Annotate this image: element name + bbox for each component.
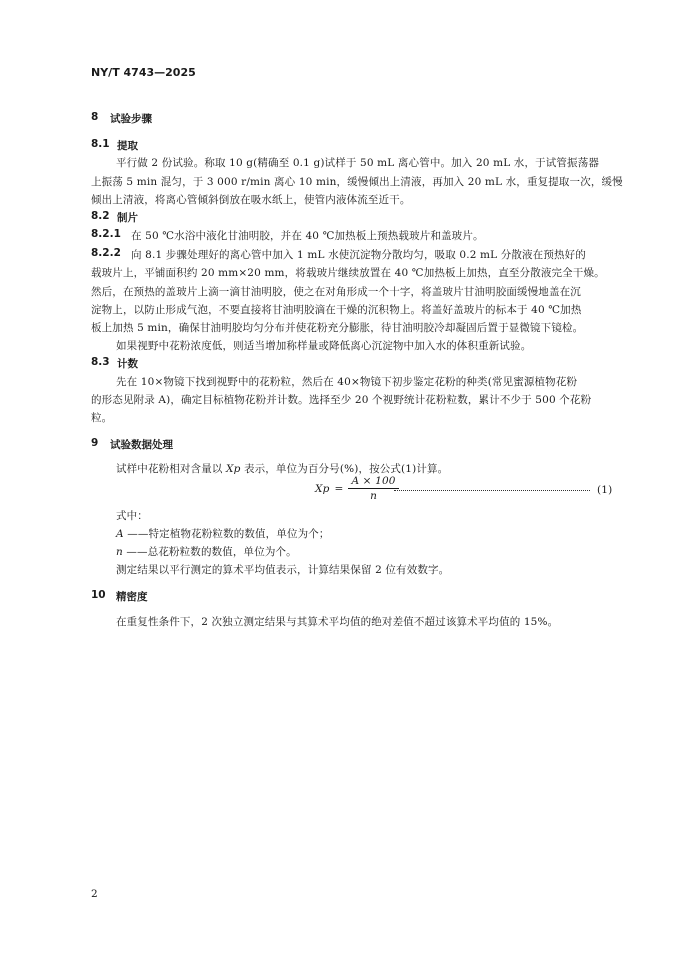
- text-line: 粒。: [91, 412, 113, 424]
- where-label: 式中：: [116, 510, 148, 522]
- text-line: 上振荡 5 min 混匀，于 3 000 r/min 离心 10 min，缓慢倾出上清液，再加入 20 mL 水，重复提取一次，缓慢: [91, 176, 623, 188]
- subsection-number: 8.2: [91, 210, 110, 222]
- formula-leader-dots: [394, 490, 590, 491]
- text-line: 淀物上，以防止形成气泡，不要直接将甘油明胶滴在干燥的沉积物上。将盖好盖玻片的标本于 40 ℃加热: [91, 304, 582, 316]
- section-title: 精密度: [116, 591, 148, 603]
- formula-denominator: n: [370, 490, 377, 502]
- text-line: 在 50 ℃水浴中液化甘油明胶，并在 40 ℃加热板上预热载玻片和盖玻片。: [131, 230, 484, 242]
- formula-fraction: [348, 475, 398, 502]
- text-line: 先在 10×物镜下找到视野中的花粉粒，然后在 40×物镜下初步鉴定花粉的种类(常见蜜源植物花粉: [116, 376, 578, 388]
- clause-number: 8.2.1: [91, 228, 121, 240]
- clause-number: 8.2.2: [91, 247, 121, 259]
- formula-numerator: A × 100: [348, 475, 398, 489]
- variable-definition-n: [116, 544, 297, 559]
- text-line: 板上加热 5 min，确保甘油明胶均匀分布并使花粉充分膨胀，待甘油明胶冷却凝固后置于显微镜下镜检。: [91, 322, 584, 334]
- formula-1: [315, 475, 399, 502]
- subsection-number: 8.3: [91, 356, 110, 368]
- formula-equals: =: [334, 482, 344, 495]
- formula-number: (1): [597, 484, 613, 496]
- text-line: 载玻片上，平铺面积约 20 mm×20 mm，将载玻片继续放置在 40 ℃加热板上加热，直至分散液完全干燥。: [91, 267, 605, 279]
- subsection-title: 提取: [117, 140, 138, 152]
- variable-description: ——特定植物花粉粒数的数值，单位为个；: [123, 528, 330, 540]
- page-number: 2: [91, 888, 98, 900]
- variable-xp: Xp: [226, 463, 241, 475]
- text-line: 平行做 2 份试验。称取 10 g(精确至 0.1 g)试样于 50 mL 离心管中。加入 20 mL 水，于试管振荡器: [116, 157, 600, 169]
- variable-symbol: A: [116, 528, 124, 540]
- text-segment: 表示，单位为百分号(%)，按公式(1)计算。: [240, 463, 449, 475]
- formula-intro: [116, 461, 448, 476]
- formula-lhs: Xp: [315, 482, 330, 495]
- variable-definition-a: [116, 526, 330, 541]
- section-number: 10: [91, 589, 106, 601]
- text-line: 然后，在预热的盖玻片上滴一滴甘油明胶，使之在对角形成一个十字，将盖玻片甘油明胶面缓慢地盖在沉: [91, 286, 581, 298]
- section-number: 8: [91, 111, 99, 123]
- standard-code: NY/T 4743—2025: [91, 66, 196, 79]
- precision-statement: 在重复性条件下，2 次独立测定结果与其算术平均值的绝对差值不超过该算术平均值的 15%。: [116, 616, 559, 628]
- section-title: 试验步骤: [110, 113, 152, 125]
- variable-symbol: n: [116, 546, 123, 558]
- section-number: 9: [91, 437, 99, 449]
- text-line: 如果视野中花粉浓度低，则适当增加称样量或降低离心沉淀物中加入水的体积重新试验。: [116, 340, 532, 352]
- text-line: 向 8.1 步骤处理好的离心管中加入 1 mL 水使沉淀物分散均匀，吸取 0.2 mL 分散液在预热好的: [131, 249, 586, 261]
- variable-description: ——总花粉粒数的数值，单位为个。: [122, 546, 297, 558]
- text-line: 的形态见附录 A)，确定目标植物花粉并计数。选择至少 20 个视野统计花粉粒数，累计不少于 500 个花粉: [91, 394, 592, 406]
- section-title: 试验数据处理: [110, 439, 173, 451]
- result-statement: 测定结果以平行测定的算术平均值表示，计算结果保留 2 位有效数字。: [116, 564, 450, 576]
- text-segment: 试样中花粉相对含量以: [116, 463, 226, 475]
- subsection-title: 计数: [117, 358, 138, 370]
- text-line: 倾出上清液，将离心管倾斜倒放在吸水纸上，使管内液体流至近干。: [91, 194, 411, 206]
- subsection-number: 8.1: [91, 138, 110, 150]
- subsection-title: 制片: [117, 212, 138, 224]
